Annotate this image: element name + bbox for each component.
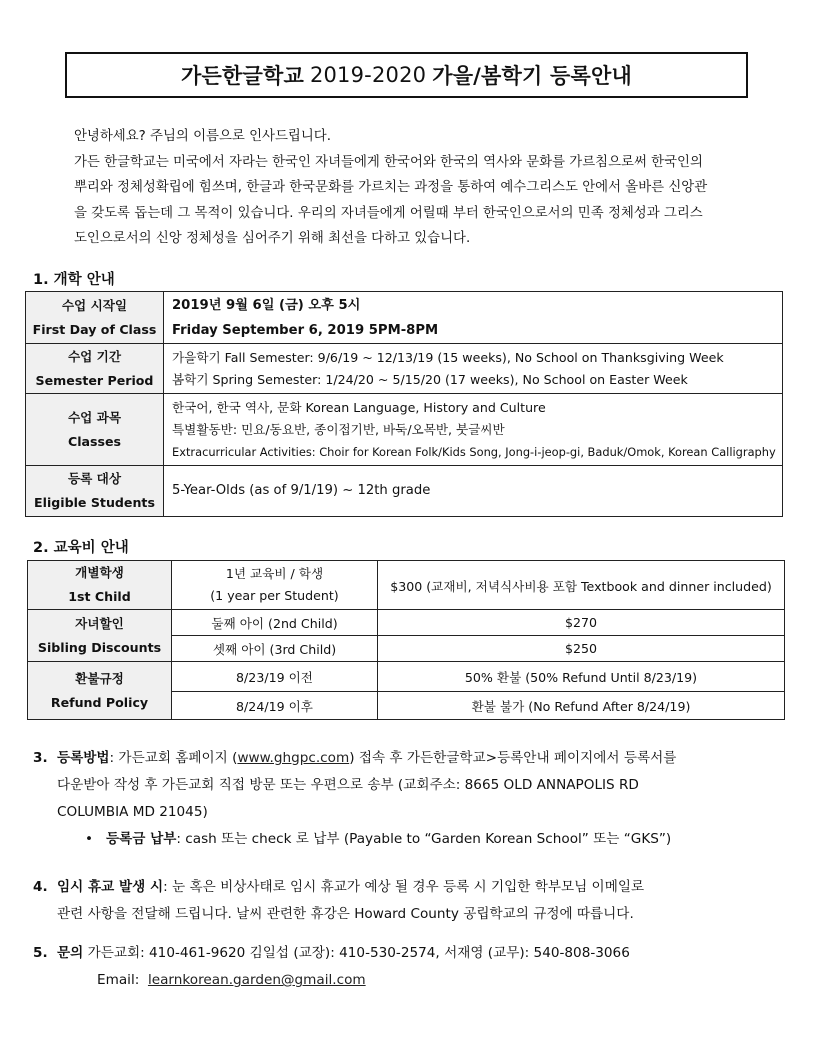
page-title [65, 52, 748, 98]
label-en: Sibling Discounts [37, 639, 162, 655]
value-line: 봄학기 Spring Semester: 1/24/20 ~ 5/15/20 (17 weeks), No School on Easter Week [172, 371, 688, 387]
title-subject: 가을/봄학기 등록안내 [432, 64, 632, 88]
tuition-table [27, 560, 785, 720]
tuition-fee: $300 (교재비, 저녁식사비용 포함 Textbook and dinner included) [378, 561, 785, 610]
intro-line: 안녕하세요? 주님의 이름으로 인사드립니다. [74, 129, 331, 144]
registration-section [33, 745, 676, 853]
label-en: Refund Policy [50, 694, 149, 710]
row-label [26, 292, 164, 344]
section-number: 3. [33, 750, 48, 766]
row-label [28, 662, 172, 720]
mid-line: (1 year per Student) [210, 588, 339, 603]
sibling-item: 둘째 아이 (2nd Child) [172, 610, 378, 636]
section-label: 등록방법 [57, 750, 110, 766]
label-en: Eligible Students [34, 495, 155, 510]
closure-section [33, 874, 644, 928]
title-school: 가든한글학교 [181, 64, 304, 88]
sibling-fee: $270 [378, 610, 785, 636]
table-row [26, 292, 783, 344]
bullet-icon: • [85, 831, 106, 847]
refund-terms: 환불 불가 (No Refund After 8/24/19) [378, 692, 785, 720]
table-row [28, 610, 785, 636]
bullet-text: : cash 또는 check 로 납부 (Payable to “Garden Korean School” 또는 “GKS”) [176, 831, 672, 847]
label-ko: 수업 시작일 [61, 297, 128, 313]
row-value [164, 292, 783, 344]
value-line: 2019년 9월 6일 (금) 오후 5시 [172, 297, 361, 313]
section-text: 다운받아 작성 후 가든교회 직접 방문 또는 우편으로 송부 (교회주소: 8665 OLD ANNAPOLIS RD [57, 777, 639, 793]
refund-date: 8/23/19 이전 [172, 662, 378, 692]
email-label: Email: [97, 972, 140, 988]
section1-title: 1. 개학 안내 [33, 272, 115, 288]
opening-info-table [25, 291, 783, 517]
table-row [26, 466, 783, 517]
value-line: Extracurricular Activities: Choir for Korean Folk/Kids Song, Jong-i-jeop-gi, Baduk/Omok, Korean Calligraphy [172, 444, 776, 459]
label-ko: 개별학생 [75, 565, 124, 580]
value-line: 가을학기 Fall Semester: 9/6/19 ~ 12/13/19 (15 weeks), No School on Thanksgiving Week [172, 349, 724, 365]
value-line: 특별활동반: 민요/동요반, 종이접기반, 바둑/오목반, 붓글씨반 [172, 421, 505, 437]
tuition-period [172, 561, 378, 610]
row-label [26, 394, 164, 466]
row-label [28, 610, 172, 662]
refund-terms: 50% 환불 (50% Refund Until 8/23/19) [378, 662, 785, 692]
intro-paragraph [74, 124, 774, 252]
intro-line: 뿌리와 정체성확립에 힘쓰며, 한글과 한국문화를 가르치는 과정을 통하여 예수그리스도 안에서 올바른 신앙관 [74, 180, 708, 195]
section-text: : 가든교회 홈페이지 ( [109, 750, 238, 766]
section-label: 임시 휴교 발생 시 [57, 879, 164, 895]
payment-bullet [33, 826, 676, 853]
label-ko: 환불규정 [75, 670, 124, 686]
row-label [26, 344, 164, 394]
contact-section [33, 940, 630, 994]
label-ko: 수업 기간 [67, 348, 122, 364]
row-label [28, 561, 172, 610]
mid-line: 1년 교육비 / 학생 [225, 566, 324, 581]
website-link[interactable]: www.ghgpc.com [237, 750, 350, 766]
table-row [28, 561, 785, 610]
section2-title: 2. 교육비 안내 [33, 540, 129, 556]
label-ko: 자녀할인 [75, 615, 124, 631]
section-number: 5. [33, 945, 48, 961]
row-value [164, 394, 783, 466]
value-line: 한국어, 한국 역사, 문화 Korean Language, History and Culture [172, 399, 546, 415]
row-label [26, 466, 164, 517]
refund-date: 8/24/19 이후 [172, 692, 378, 720]
label-en: Classes [67, 433, 122, 449]
section-text: : 눈 혹은 비상사태로 임시 휴교가 예상 될 경우 등록 시 기입한 학부모님 이메일로 [163, 879, 645, 895]
table-row [26, 394, 783, 466]
label-en: 1st Child [68, 589, 131, 604]
table-row [26, 344, 783, 394]
section-text: ) 접속 후 가든한글학교>등록안내 페이지에서 등록서를 [349, 750, 677, 766]
bullet-label: 등록금 납부 [105, 831, 177, 847]
section-text: COLUMBIA MD 21045) [57, 804, 208, 820]
label-en: First Day of Class [32, 321, 157, 337]
label-ko: 수업 과목 [67, 409, 122, 425]
sibling-fee: $250 [378, 636, 785, 662]
intro-line: 가든 한글학교는 미국에서 자라는 한국인 자녀들에게 한국어와 한국의 역사와 문화를 가르침으로써 한국인의 [74, 154, 703, 170]
row-value [164, 344, 783, 394]
title-year: 2019-2020 [309, 63, 427, 87]
row-value [164, 466, 783, 517]
contact-phones: 가든교회: 410-461-9620 김일섭 (교장): 410-530-2574, 서재영 (교무): 540-808-3066 [87, 945, 630, 961]
email-link[interactable]: learnkorean.garden@gmail.com [147, 972, 366, 988]
section-text: 관련 사항을 전달해 드립니다. 날씨 관련한 휴강은 Howard County 공립학교의 규정에 따릅니다. [57, 906, 634, 922]
table-row [28, 662, 785, 692]
value-line: 5-Year-Olds (as of 9/1/19) ~ 12th grade [172, 483, 431, 498]
label-ko: 등록 대상 [67, 471, 122, 486]
section-number: 4. [33, 879, 48, 895]
sibling-item: 셋째 아이 (3rd Child) [172, 636, 378, 662]
value-line: Friday September 6, 2019 5PM-8PM [172, 322, 439, 338]
label-en: Semester Period [35, 372, 154, 388]
section-label: 문의 [57, 945, 84, 961]
intro-line: 도인으로서의 신앙 정체성을 심어주기 위해 최선을 다하고 있습니다. [74, 231, 471, 246]
intro-line: 을 갖도록 돕는데 그 목적이 있습니다. 우리의 자녀들에게 어릴때 부터 한국인으로서의 민족 정체성과 그리스 [74, 205, 703, 221]
